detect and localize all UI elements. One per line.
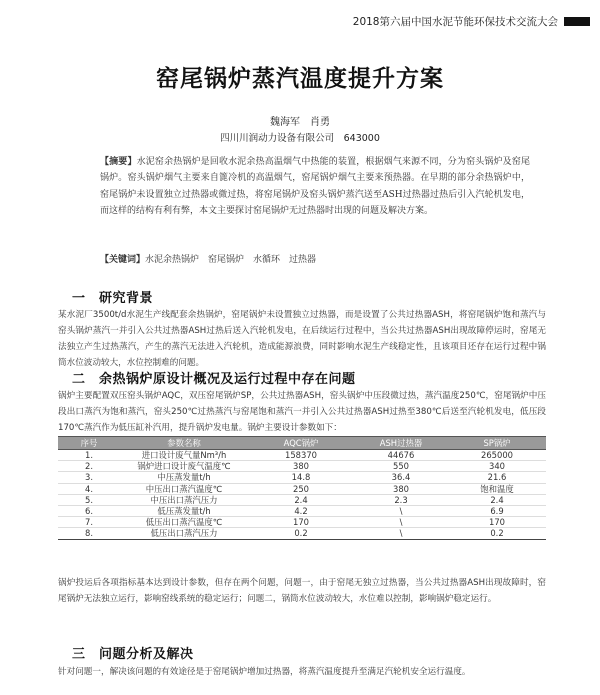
table-header-cell: ASH过热器 [354, 437, 448, 450]
table-header-cell: 参数名称 [120, 437, 248, 450]
table-cell: 低压出口蒸汽压力 [120, 528, 248, 539]
table-header-cell: 序号 [58, 437, 120, 450]
table-cell: 4.2 [248, 505, 354, 516]
table-cell: 低压出口蒸汽温度℃ [120, 517, 248, 528]
table-cell: 550 [354, 461, 448, 472]
keywords-label: 【关键词】 [100, 255, 146, 265]
section-3-heading: 三 问题分析及解决 [72, 647, 194, 662]
conference-name: 2018第六届中国水泥节能环保技术交流大会 [352, 15, 558, 28]
section-1-text: 某水泥厂3500t/d水泥生产线配套余热锅炉，窑尾锅炉未设置独立过热器，而是设置了公共过热器ASH，将窑尾锅炉饱和蒸汽与窑头锅炉蒸汽一并引入公共过热器ASH过热后送入汽轮机发电，在后续运行过程中，当公共过热器ASH出现故障停运时，窑尾无法独立产生过热蒸汽，产生的蒸汽无法进入汽轮机，造成能源浪费，同时影响水泥生产线稳定性，且该项目还存在运行过程中锅筒水位波动较大，水位控制难的问题。 [58, 310, 546, 368]
table-cell: 5. [58, 494, 120, 505]
table-cell: 3. [58, 472, 120, 483]
table-row [58, 528, 546, 539]
table-cell: 8. [58, 528, 120, 539]
table-cell: 中压出口蒸汽温度℃ [120, 483, 248, 494]
table-cell: 2.4 [248, 494, 354, 505]
table-cell: 进口设计废气量Nm³/h [120, 450, 248, 461]
header-bar-mark [564, 17, 590, 26]
table-header-row [58, 437, 546, 450]
page-header [353, 13, 590, 29]
section-2-text: 锅炉主要配置双压窑头锅炉AQC，双压窑尾锅炉SP，公共过热器ASH，窑头锅炉中压段微过热，蒸汽温度250℃，窑尾锅炉中压段出口蒸汽为饱和蒸汽，窑头250℃过热蒸汽与窑尾饱和蒸汽一并引入公共过热器ASH过热至380℃后送至汽轮机发电，低压段170℃蒸汽作为低压缸补汽用，提升锅炉发电量。锅炉主要设计参数如下： [58, 391, 546, 433]
table-row [58, 483, 546, 494]
table-cell: 中压蒸发量t/h [120, 472, 248, 483]
section-3-text: 针对问题一，解决该问题的有效途径是于窑尾锅炉增加过热器，将蒸汽温度提升至满足汽轮机安全运行温度。 [58, 667, 471, 677]
table-header-cell: AQC锅炉 [248, 437, 354, 450]
table-cell: 380 [354, 483, 448, 494]
table-cell: \ [354, 505, 448, 516]
table-cell: 380 [248, 461, 354, 472]
table-row [58, 450, 546, 461]
table-cell: 340 [448, 461, 546, 472]
table-cell: 2.3 [354, 494, 448, 505]
table-cell: 250 [248, 483, 354, 494]
table-cell: 低压蒸发量t/h [120, 505, 248, 516]
table-row [58, 461, 546, 472]
table-cell: 158370 [248, 450, 354, 461]
table-cell: 7. [58, 517, 120, 528]
table-cell: 2. [58, 461, 120, 472]
design-parameters-table [58, 436, 546, 540]
table-cell: 饱和温度 [448, 483, 546, 494]
table-cell: 0.2 [248, 528, 354, 539]
table-cell: 4. [58, 483, 120, 494]
table-cell: 170 [448, 517, 546, 528]
table-cell: 锅炉进口设计废气温度℃ [120, 461, 248, 472]
table-cell: 0.2 [448, 528, 546, 539]
keywords [100, 252, 530, 265]
table-header-cell: SP锅炉 [448, 437, 546, 450]
abstract [100, 154, 530, 220]
table-cell: 44676 [354, 450, 448, 461]
table-cell: 6.9 [448, 505, 546, 516]
table-row [58, 517, 546, 528]
table-cell: 170 [248, 517, 354, 528]
table-row [58, 494, 546, 505]
paper-authors: 魏海军 肖勇 [270, 117, 330, 128]
paper-title: 窑尾锅炉蒸汽温度提升方案 [156, 66, 444, 92]
table-cell: 21.6 [448, 472, 546, 483]
paper-affiliation: 四川川润动力设备有限公司 643000 [220, 133, 380, 144]
section-1-heading: 一 研究背景 [72, 291, 154, 306]
table-cell: 36.4 [354, 472, 448, 483]
table-cell: 2.4 [448, 494, 546, 505]
abstract-text: 水泥窑余热锅炉是回收水泥余热高温烟气中热能的装置，根据烟气来源不同，分为窑头锅炉及窑尾锅炉。窑头锅炉烟气主要来自篦冷机的高温烟气，窑尾锅炉烟气主要来预热器。在早期的部分余热锅炉中，窑尾锅炉未设置独立过热器或微过热，将窑尾锅炉及窑头锅炉蒸汽送至ASH过热器过热后引入汽轮机发电，而这样的结构有利有弊，本文主要探讨窑尾锅炉无过热器时出现的问题及解决方案。 [100, 157, 530, 217]
table-row [58, 505, 546, 516]
table-row [58, 472, 546, 483]
keywords-text: 水泥余热锅炉 窑尾锅炉 水循环 过热器 [145, 255, 317, 265]
abstract-label: 【摘要】 [100, 157, 137, 167]
table-cell: \ [354, 517, 448, 528]
table-cell: 14.8 [248, 472, 354, 483]
section-2-after-table-text: 锅炉投运后各项指标基本达到设计参数，但存在两个问题，问题一，由于窑尾无独立过热器，当公共过热器ASH出现故障时，窑尾锅炉无法独立运行，影响窑线系统的稳定运行；问题二，锅筒水位波动较大，水位难以控制，影响锅炉稳定运行。 [58, 578, 546, 604]
table-cell: \ [354, 528, 448, 539]
table-cell: 1. [58, 450, 120, 461]
section-2-heading: 二 余热锅炉原设计概况及运行过程中存在问题 [72, 372, 356, 387]
table-cell: 6. [58, 505, 120, 516]
table-cell: 265000 [448, 450, 546, 461]
table-cell: 中压出口蒸汽压力 [120, 494, 248, 505]
